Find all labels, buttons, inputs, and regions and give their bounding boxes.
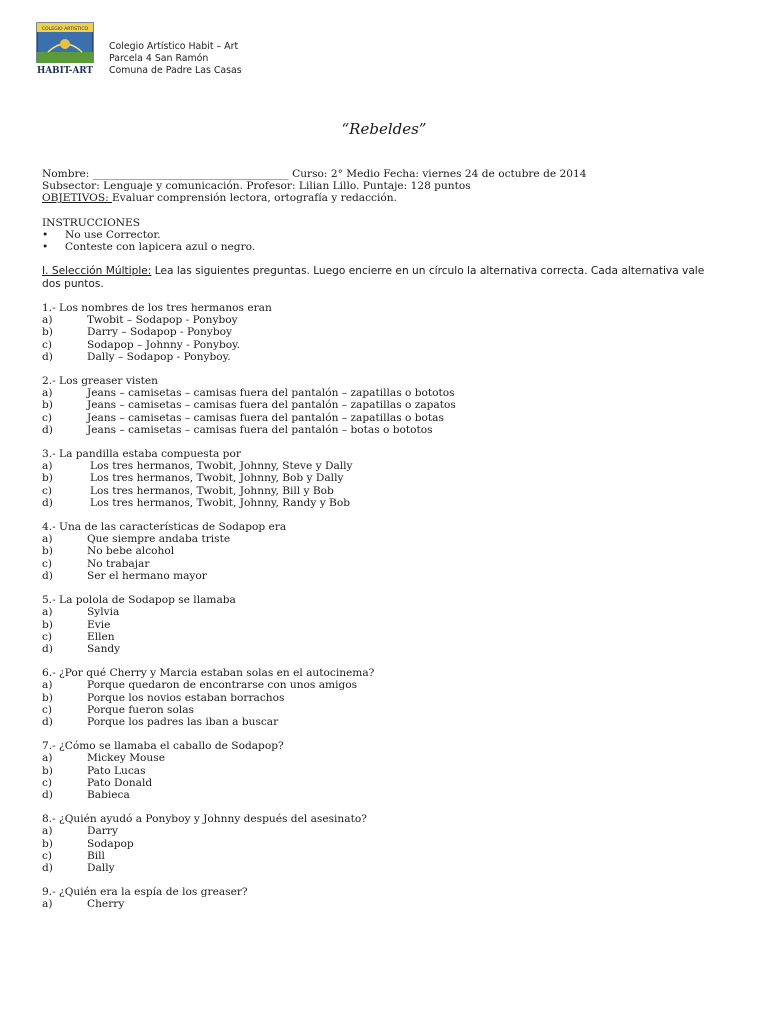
document-title: “Rebeldes” bbox=[341, 120, 427, 138]
option-letter: b) bbox=[42, 691, 53, 704]
option-text: Porque quedaron de encontrarse con unos amigos bbox=[87, 679, 358, 692]
option-text: Dally bbox=[87, 861, 115, 874]
option-text: Los tres hermanos, Twobit, Johnny, Steve y Dally bbox=[90, 460, 353, 473]
school-address: Parcela 4 San Ramón bbox=[109, 53, 209, 64]
option-text: Sandy bbox=[87, 642, 121, 655]
answer-option bbox=[42, 339, 722, 351]
option-text: Pato Donald bbox=[87, 776, 153, 789]
answer-option bbox=[42, 497, 722, 509]
question-text: 9.- ¿Quién era la espía de los greaser? bbox=[42, 886, 248, 899]
option-letter: a) bbox=[42, 533, 53, 546]
answer-option bbox=[42, 789, 722, 801]
answer-option bbox=[42, 485, 722, 497]
answer-option bbox=[42, 777, 722, 789]
option-letter: d) bbox=[42, 350, 53, 363]
option-text: Los tres hermanos, Twobit, Johnny, Bill y Bob bbox=[90, 484, 334, 497]
option-letter: a) bbox=[42, 314, 53, 327]
instruction-text: Conteste con lapicera azul o negro. bbox=[65, 241, 256, 254]
option-letter: c) bbox=[42, 338, 53, 351]
answer-option bbox=[42, 387, 722, 399]
option-text: Jeans – camisetas – camisas fuera del pantalón – zapatillas o bototos bbox=[87, 387, 455, 400]
option-text: Mickey Mouse bbox=[87, 752, 165, 765]
section-instructions bbox=[42, 265, 722, 290]
option-text: Cherry bbox=[87, 898, 125, 911]
option-text: No bebe alcohol bbox=[87, 545, 175, 558]
answer-option bbox=[42, 679, 722, 691]
answer-option bbox=[42, 570, 722, 582]
answer-option bbox=[42, 533, 722, 545]
answer-option bbox=[42, 472, 722, 484]
option-letter: b) bbox=[42, 837, 53, 850]
answer-option bbox=[42, 606, 722, 618]
option-letter: d) bbox=[42, 423, 53, 436]
option-text: Porque los padres las iban a buscar bbox=[87, 715, 279, 728]
answer-option bbox=[42, 631, 722, 643]
answer-option bbox=[42, 716, 722, 728]
option-letter: a) bbox=[42, 606, 53, 619]
option-text: Que siempre andaba triste bbox=[87, 533, 231, 546]
option-text: Bill bbox=[87, 849, 105, 862]
option-text: No trabajar bbox=[87, 557, 150, 570]
question-text: 1.- Los nombres de los tres hermanos eran bbox=[42, 302, 272, 315]
instructions-heading: INSTRUCCIONES bbox=[42, 216, 141, 229]
option-text: Jeans – camisetas – camisas fuera del pantalón – zapatillas o botas bbox=[87, 411, 444, 424]
question-text: 4.- Una de las características de Sodapop era bbox=[42, 521, 287, 534]
option-letter: a) bbox=[42, 825, 53, 838]
question-text: 8.- ¿Quién ayudó a Ponyboy y Johnny después del asesinato? bbox=[42, 813, 367, 826]
option-text: Porque fueron solas bbox=[87, 703, 194, 716]
answer-option bbox=[42, 692, 722, 704]
option-text: Darry – Sodapop - Ponyboy bbox=[87, 326, 232, 339]
objectives-line bbox=[42, 192, 722, 204]
question-text: 5.- La polola de Sodapop se llamaba bbox=[42, 594, 236, 607]
option-letter: c) bbox=[42, 630, 53, 643]
answer-option bbox=[42, 314, 722, 326]
answer-option bbox=[42, 752, 722, 764]
answer-option bbox=[42, 545, 722, 557]
option-letter: d) bbox=[42, 642, 53, 655]
option-letter: c) bbox=[42, 557, 53, 570]
answer-option bbox=[42, 898, 722, 910]
answer-option bbox=[42, 619, 722, 631]
option-letter: c) bbox=[42, 703, 53, 716]
option-letter: c) bbox=[42, 849, 53, 862]
option-letter: a) bbox=[42, 679, 53, 692]
answer-option bbox=[42, 704, 722, 716]
option-text: Jeans – camisetas – camisas fuera del pantalón – zapatillas o zapatos bbox=[87, 399, 456, 412]
option-text: Sodapop – Johnny - Ponyboy. bbox=[87, 338, 241, 351]
option-letter: a) bbox=[42, 898, 53, 911]
document-body bbox=[42, 168, 722, 911]
answer-option bbox=[42, 825, 722, 837]
option-letter: c) bbox=[42, 411, 53, 424]
option-text: Dally – Sodapop - Ponyboy. bbox=[87, 350, 231, 363]
option-letter: d) bbox=[42, 861, 53, 874]
answer-option bbox=[42, 326, 722, 338]
logo-top-text: COLEGIO ARTISTICO bbox=[41, 27, 89, 32]
option-letter: d) bbox=[42, 715, 53, 728]
option-text: Los tres hermanos, Twobit, Johnny, Randy y Bob bbox=[90, 496, 350, 509]
instruction-text: No use Corrector. bbox=[65, 228, 161, 241]
option-text: Ellen bbox=[87, 630, 115, 643]
question-text: 7.- ¿Cómo se llamaba el caballo de Sodapop? bbox=[42, 740, 284, 753]
answer-option bbox=[42, 838, 722, 850]
instruction-bullet: • Conteste con lapicera azul o negro. bbox=[42, 241, 256, 254]
option-text: Ser el hermano mayor bbox=[87, 569, 207, 582]
subject-info-line: Subsector: Lenguaje y comunicación. Profesor: Lilian Lillo. Puntaje: 128 puntos bbox=[42, 180, 471, 193]
questions-list bbox=[42, 302, 722, 911]
option-text: Los tres hermanos, Twobit, Johnny, Bob y Dally bbox=[90, 472, 344, 485]
option-letter: a) bbox=[42, 387, 53, 400]
option-text: Babieca bbox=[87, 788, 130, 801]
option-letter: b) bbox=[42, 764, 53, 777]
question-text: 6.- ¿Por qué Cherry y Marcia estaban solas en el autocinema? bbox=[42, 667, 375, 680]
option-letter: b) bbox=[42, 399, 53, 412]
option-text: Porque los novios estaban borrachos bbox=[87, 691, 285, 704]
option-text: Darry bbox=[87, 825, 118, 838]
option-letter: d) bbox=[42, 788, 53, 801]
option-letter: b) bbox=[42, 326, 53, 339]
option-text: Evie bbox=[87, 618, 111, 631]
question-text: 3.- La pandilla estaba compuesta por bbox=[42, 448, 241, 461]
answer-option bbox=[42, 460, 722, 472]
school-info bbox=[109, 41, 329, 77]
option-text: Jeans – camisetas – camisas fuera del pantalón – botas o bototos bbox=[87, 423, 433, 436]
answer-option bbox=[42, 850, 722, 862]
option-letter: a) bbox=[42, 752, 53, 765]
answer-option bbox=[42, 412, 722, 424]
option-letter: c) bbox=[42, 776, 53, 789]
school-commune: Comuna de Padre Las Casas bbox=[109, 65, 242, 76]
answer-option bbox=[42, 558, 722, 570]
student-info-line: Nombre: _____________________________________ Curso: 2° Medio Fecha: viernes 24 de octubre de 2014 bbox=[42, 168, 587, 180]
answer-option bbox=[42, 399, 722, 411]
answer-option bbox=[42, 765, 722, 777]
answer-option bbox=[42, 351, 722, 363]
school-name: Colegio Artístico Habit – Art bbox=[109, 41, 239, 52]
answer-option bbox=[42, 424, 722, 436]
option-letter: b) bbox=[42, 472, 53, 485]
logo-text: HABIT-ART bbox=[37, 66, 93, 76]
school-logo bbox=[34, 22, 96, 76]
section-text: Lea las siguientes preguntas. Luego encierre en un círculo la alternativa correcta. Cada alternativa vale dos puntos. bbox=[42, 265, 705, 290]
question-text: 2.- Los greaser visten bbox=[42, 375, 158, 388]
option-text: Sodapop bbox=[87, 837, 134, 850]
objectives-text: Evaluar comprensión lectora, ortografía y redacción. bbox=[112, 192, 397, 205]
option-letter: a) bbox=[42, 460, 53, 473]
instruction-bullet: • No use Corrector. bbox=[42, 228, 161, 241]
option-text: Pato Lucas bbox=[87, 764, 146, 777]
answer-option bbox=[42, 643, 722, 655]
option-letter: c) bbox=[42, 484, 53, 497]
section-label: I. Selección Múltiple: bbox=[42, 265, 152, 278]
option-text: Twobit – Sodapop - Ponyboy bbox=[87, 314, 238, 327]
objectives-label: OBJETIVOS: bbox=[42, 192, 113, 205]
option-letter: b) bbox=[42, 545, 53, 558]
answer-option bbox=[42, 862, 722, 874]
option-text: Sylvia bbox=[87, 606, 120, 619]
option-letter: d) bbox=[42, 569, 53, 582]
option-letter: b) bbox=[42, 618, 53, 631]
option-letter: d) bbox=[42, 496, 53, 509]
